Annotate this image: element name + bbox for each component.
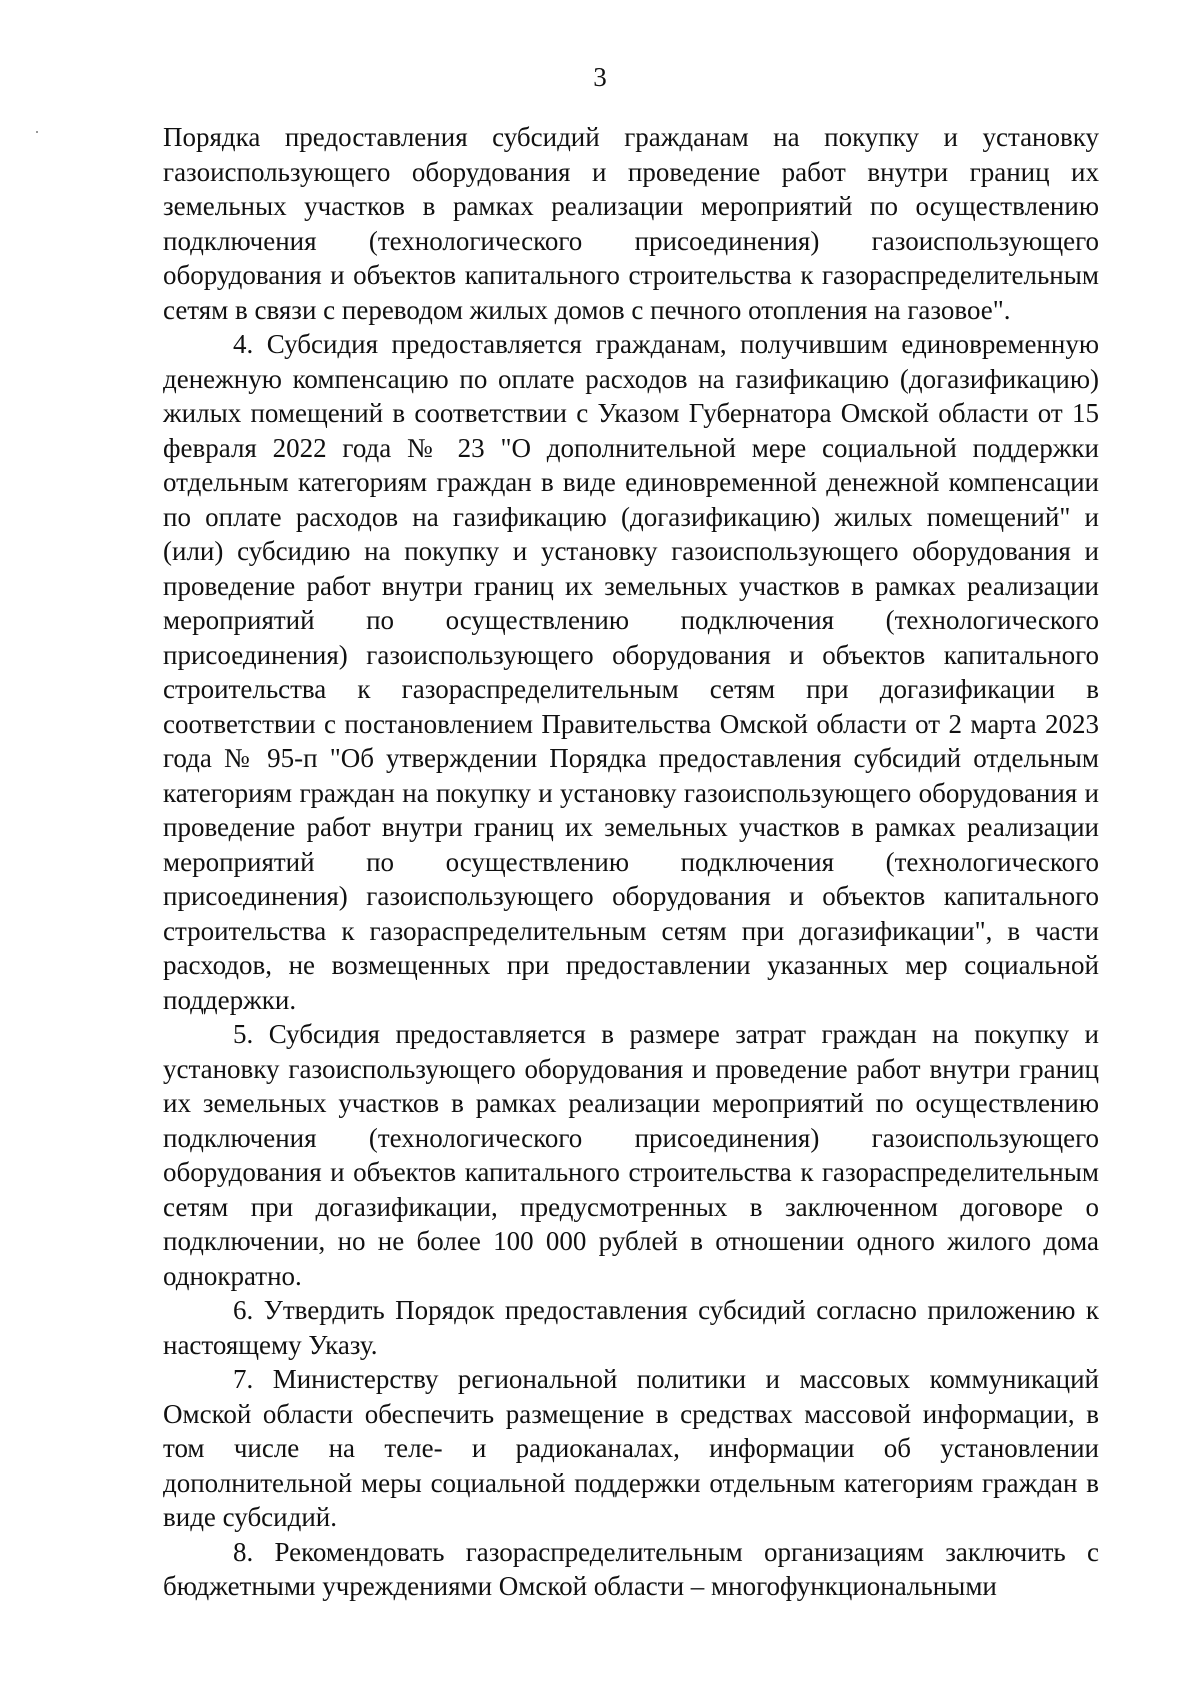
- paragraph-item-6: 6. Утвердить Порядок предоставления субсидий согласно приложению к настоящему Указу.: [163, 1295, 1099, 1360]
- page-number: 3: [593, 62, 607, 92]
- paragraph-continuation: Порядка предоставления субсидий гражданам на покупку и установку газоиспользующего оборудования и проведение работ внутри границ их земельных участков в рамках реализации мероприятий по осуществлению подключения (технологического присоединения) газоиспользующего оборудования и объектов капитального строительства к газораспределительным сетям в связи с переводом жилых домов с печного отопления на газовое".: [163, 122, 1099, 325]
- paragraph-item-5: 5. Субсидия предоставляется в размере затрат граждан на покупку и установку газоиспользующего оборудования и проведение работ внутри границ их земельных участков в рамках реализации мероприятий по осуществлению подключения (технологического присоединения) газоиспользующего оборудования и объектов капитального строительства к газораспределительным сетям при догазификации, предусмотренных в заключенном договоре о подключении, но не более 100 000 рублей в отношении одного жилого дома однократно.: [163, 1019, 1099, 1291]
- paragraph-item-4: 4. Субсидия предоставляется гражданам, получившим единовременную денежную компенсацию по оплате расходов на газификацию (догазификацию) жилых помещений в соответствии с Указом Губернатора Омской области от 15 февраля 2022 года № 23 "О дополнительной мере социальной поддержки отдельным категориям граждан в виде единовременной денежной компенсации по оплате расходов на газификацию (догазификацию) жилых помещений" и (или) субсидию на покупку и установку газоиспользующего оборудования и проведение работ внутри границ их земельных участков в рамках реализации мероприятий по осуществлению подключения (технологического присоединения) газоиспользующего оборудования и объектов капитального строительства к газораспределительным сетям при догазификации в соответствии с постановлением Правительства Омской области от 2 марта 2023 года № 95-п "Об утверждении Порядка предоставления субсидий отдельным категориям граждан на покупку и установку газоиспользующего оборудования и проведение работ внутри границ их земельных участков в рамках реализации мероприятий по осуществлению подключения (технологического присоединения) газоиспользующего оборудования и объектов капитального строительства к газораспределительным сетям при догазификации", в части расходов, не возмещенных при предоставлении указанных мер социальной поддержки.: [163, 329, 1099, 1015]
- document-body: [163, 120, 1099, 1604]
- paragraph-item-8: 8. Рекомендовать газораспределительным организациям заключить с бюджетными учреждениями Омской области – многофункциональными: [163, 1536, 1099, 1601]
- scan-speck: [36, 131, 38, 133]
- paragraph-item-7: 7. Министерству региональной политики и массовых коммуникаций Омской области обеспечить размещение в средствах массовой информации, в том числе на теле- и радиоканалах, информации об установлении дополнительной меры социальной поддержки отдельным категориям граждан в виде субсидий.: [163, 1364, 1099, 1532]
